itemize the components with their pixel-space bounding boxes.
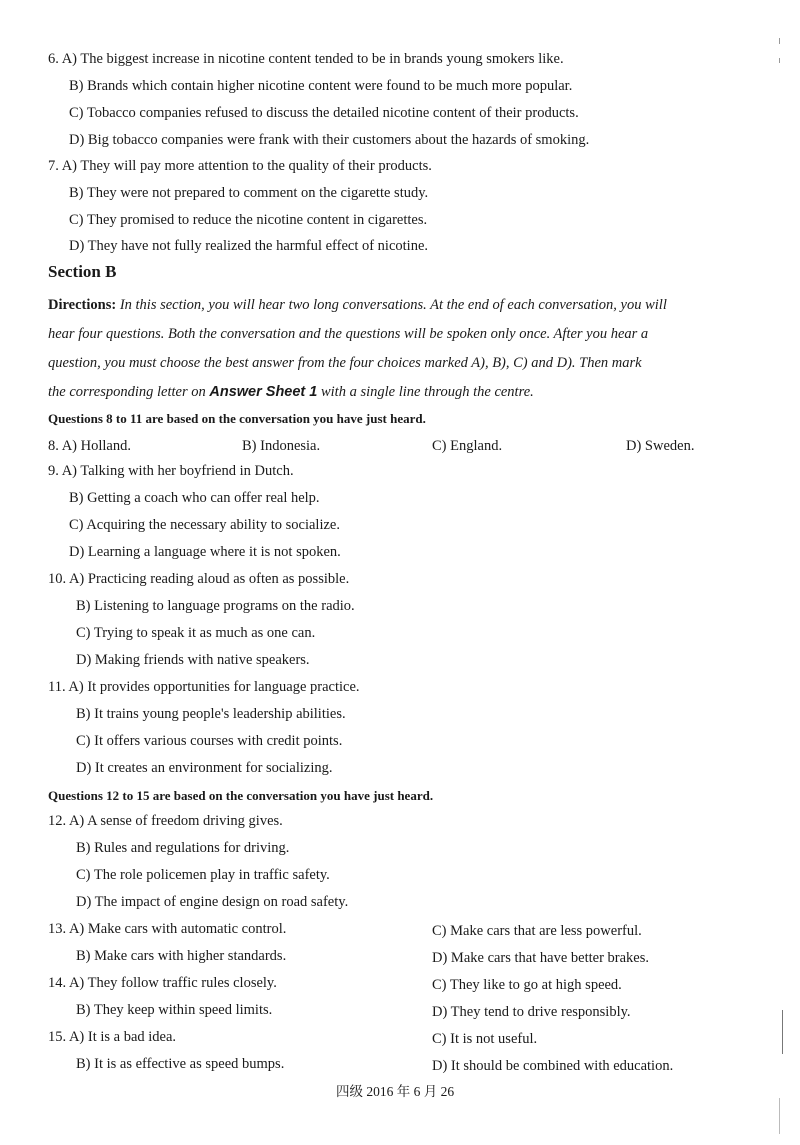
q9-option-b: B) Getting a coach who can offer real help. [69, 490, 320, 506]
q14-option-d: D) They tend to drive responsibly. [432, 1004, 631, 1020]
q8-option-b: B) Indonesia. [242, 438, 321, 454]
q9-option-a: 9. A) Talking with her boyfriend in Dutch. [48, 463, 294, 479]
q11-option-c: C) It offers various courses with credit points. [76, 733, 343, 749]
q7-option-c: C) They promised to reduce the nicotine content in cigarettes. [69, 212, 428, 228]
scan-edge-mark [782, 1010, 783, 1054]
directions-text-1: In this section, you will hear two long conversations. At the end of each conversation, you will [119, 297, 667, 313]
q6-option-b: B) Brands which contain higher nicotine content were found to be much more popular. [69, 78, 573, 94]
q10-option-a: 10. A) Practicing reading aloud as often as possible. [48, 571, 350, 587]
q15-option-b: B) It is as effective as speed bumps. [76, 1056, 285, 1072]
q13-option-c: C) Make cars that are less powerful. [432, 923, 642, 939]
q6-option-a: 6. A) The biggest increase in nicotine content tended to be in brands young smokers like. [48, 51, 564, 67]
questions-12-15-heading: Questions 12 to 15 are based on the conversation you have just heard. [48, 788, 434, 803]
scan-edge-mark [779, 58, 780, 63]
q6-option-d: D) Big tobacco companies were frank with their customers about the hazards of smoking. [69, 132, 590, 148]
q10-option-d: D) Making friends with native speakers. [76, 652, 310, 668]
directions-line-4 [48, 383, 534, 401]
q13-option-d: D) Make cars that have better brakes. [432, 950, 649, 966]
q12-option-d: D) The impact of engine design on road safety. [76, 894, 349, 910]
q8-option-c: C) England. [432, 438, 503, 454]
q9-option-c: C) Acquiring the necessary ability to socialize. [69, 517, 340, 533]
q7-option-a: 7. A) They will pay more attention to the quality of their products. [48, 158, 432, 174]
q15-option-c: C) It is not useful. [432, 1031, 538, 1047]
directions-label: Directions: [48, 297, 117, 313]
q10-option-b: B) Listening to language programs on the radio. [76, 598, 355, 614]
directions-line-1 [48, 296, 667, 314]
directions-line-3: question, you must choose the best answer from the four choices marked A), B), C) and D). Then mark [48, 355, 642, 371]
q10-option-c: C) Trying to speak it as much as one can. [76, 625, 316, 641]
scan-edge-mark [779, 38, 780, 44]
q15-option-a: 15. A) It is a bad idea. [48, 1029, 177, 1045]
q12-option-b: B) Rules and regulations for driving. [76, 840, 290, 856]
page-footer: 四级 2016 年 6 月 26 [336, 1084, 455, 1099]
q13-option-a: 13. A) Make cars with automatic control. [48, 921, 287, 937]
q11-option-d: D) It creates an environment for socializing. [76, 760, 333, 776]
q14-option-a: 14. A) They follow traffic rules closely. [48, 975, 277, 991]
q15-option-d: D) It should be combined with education. [432, 1058, 674, 1074]
q7-option-d: D) They have not fully realized the harmful effect of nicotine. [69, 238, 429, 254]
directions-text-4a: the corresponding letter on [48, 384, 206, 400]
directions-line-2: hear four questions. Both the conversation and the questions will be spoken only once. After you hear a [48, 326, 649, 342]
scan-edge-mark [779, 1098, 780, 1134]
q13-option-b: B) Make cars with higher standards. [76, 948, 287, 964]
q11-option-b: B) It trains young people's leadership abilities. [76, 706, 346, 722]
answer-sheet-label: Answer Sheet 1 [209, 384, 318, 400]
q14-option-b: B) They keep within speed limits. [76, 1002, 273, 1018]
q9-option-d: D) Learning a language where it is not spoken. [69, 544, 341, 560]
q7-option-b: B) They were not prepared to comment on the cigarette study. [69, 185, 429, 201]
section-b-title: Section B [48, 262, 117, 281]
directions-text-4c: with a single line through the centre. [320, 384, 534, 400]
q11-option-a: 11. A) It provides opportunities for language practice. [48, 679, 360, 695]
q6-option-c: C) Tobacco companies refused to discuss the detailed nicotine content of their products. [69, 105, 579, 121]
q14-option-c: C) They like to go at high speed. [432, 977, 622, 993]
q12-option-a: 12. A) A sense of freedom driving gives. [48, 813, 283, 829]
q12-option-c: C) The role policemen play in traffic safety. [76, 867, 330, 883]
q8-option-a: 8. A) Holland. [48, 438, 131, 454]
q8-option-d: D) Sweden. [626, 438, 695, 454]
questions-8-11-heading: Questions 8 to 11 are based on the conversation you have just heard. [48, 411, 426, 426]
